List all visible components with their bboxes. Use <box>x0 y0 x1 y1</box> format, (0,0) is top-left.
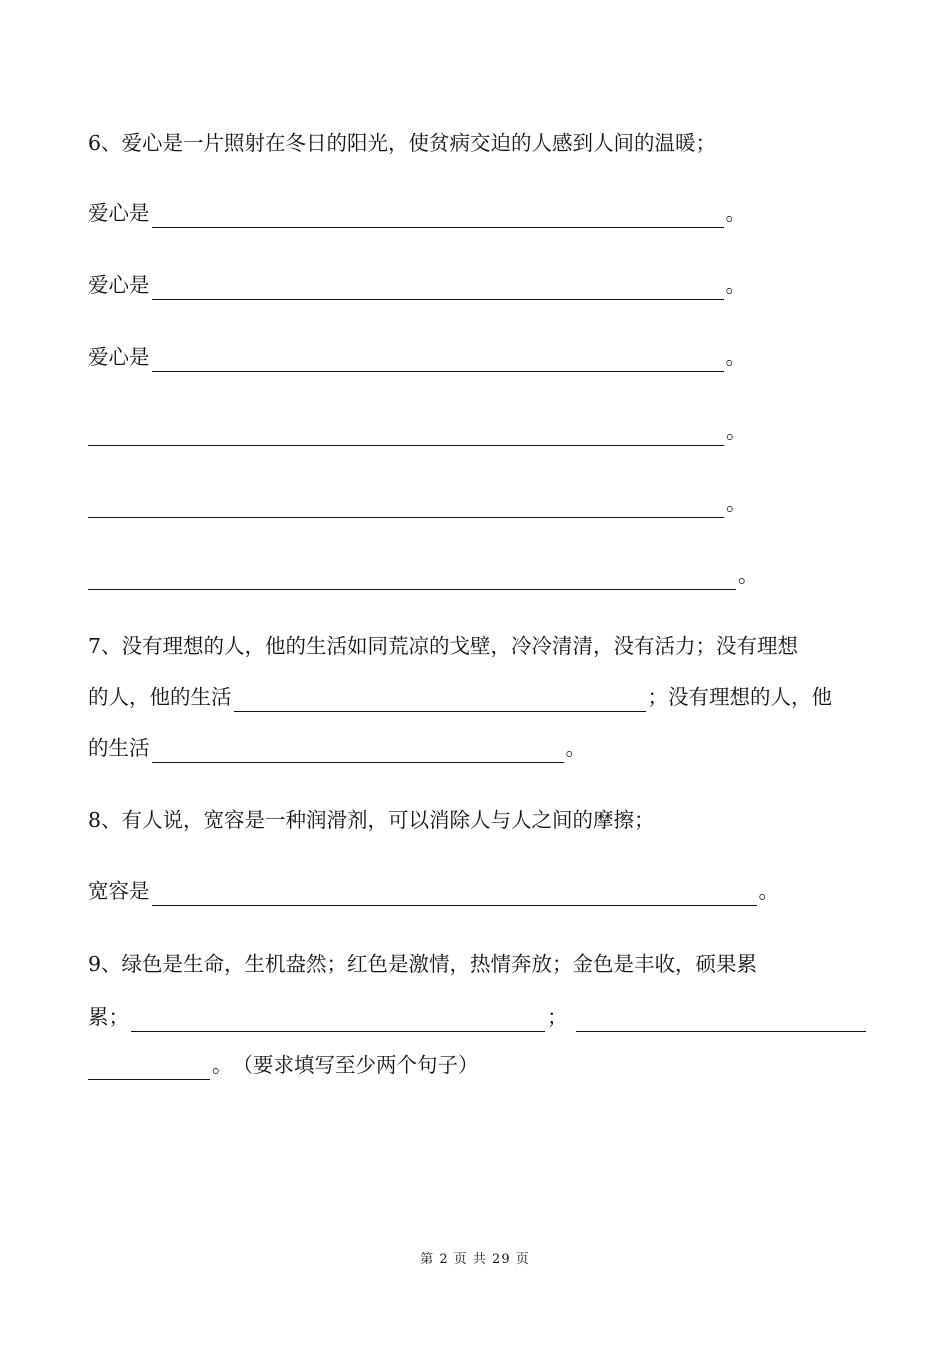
q8-prefix: 宽容是 <box>88 879 150 903</box>
q9-line-2 <box>88 1002 868 1032</box>
q7-line3-a: 的生活 <box>88 736 150 760</box>
q6-blank-4[interactable] <box>88 421 724 446</box>
q9-line1-text: 9、绿色是生命，生机盎然；红色是激情，热情奔放；金色是丰收，硕果累 <box>88 952 758 976</box>
q6-prefix: 爱心是 <box>88 273 150 297</box>
q6-answer-row-6 <box>88 560 759 590</box>
q7-line-3 <box>88 733 586 763</box>
q6-period: 。 <box>725 273 746 297</box>
q6-period: 。 <box>726 419 747 443</box>
q8-answer-row <box>88 876 779 906</box>
q6-blank-1[interactable] <box>152 203 724 228</box>
q6-period: 。 <box>726 491 747 515</box>
q8-blank[interactable] <box>152 881 757 906</box>
q9-line-3 <box>88 1050 479 1080</box>
q6-prompt-text: 6、爱心是一片照射在冬日的阳光，使贫病交迫的人感到人间的温暖； <box>88 131 717 155</box>
q9-line-1 <box>88 949 757 979</box>
q6-period: 。 <box>725 201 746 225</box>
q6-answer-row-3 <box>88 342 746 372</box>
q7-line2-a: 的人，他的生活 <box>88 685 232 709</box>
q8-period: 。 <box>758 879 779 903</box>
q6-blank-3[interactable] <box>152 347 724 372</box>
q7-period: 。 <box>565 736 586 760</box>
q7-line2-b: ；没有理想的人，他 <box>647 685 832 709</box>
q8-prompt <box>88 805 655 835</box>
q6-blank-5[interactable] <box>88 493 724 518</box>
q9-note: （要求填写至少两个句子） <box>232 1053 479 1077</box>
q6-prefix: 爱心是 <box>88 201 150 225</box>
q7-line1-text: 7、没有理想的人，他的生活如同荒凉的戈壁，冷冷清清，没有活力；没有理想 <box>88 634 799 658</box>
q8-prompt-text: 8、有人说，宽容是一种润滑剂，可以消除人与人之间的摩擦； <box>88 808 655 832</box>
q7-line-1 <box>88 631 798 661</box>
q9-blank-2[interactable] <box>576 1007 866 1032</box>
page-footer: 第 2 页 共 29 页 <box>420 1252 530 1267</box>
q6-answer-row-5 <box>88 488 747 518</box>
q9-line2-a: 累； <box>88 1005 129 1029</box>
q6-answer-row-1 <box>88 198 746 228</box>
q6-answer-row-2 <box>88 270 746 300</box>
q6-period: 。 <box>725 345 746 369</box>
q7-line-2 <box>88 682 832 712</box>
q7-blank-2[interactable] <box>152 738 564 763</box>
q6-prompt <box>88 128 716 158</box>
q9-period: 。 <box>212 1053 233 1077</box>
q6-blank-2[interactable] <box>152 275 724 300</box>
q6-answer-row-4 <box>88 416 747 446</box>
q6-prefix: 爱心是 <box>88 345 150 369</box>
q9-line2-b: ； <box>547 1005 568 1029</box>
q7-blank-1[interactable] <box>234 687 646 712</box>
q6-period: 。 <box>738 563 759 587</box>
q9-blank-1[interactable] <box>131 1007 545 1032</box>
q9-blank-3[interactable] <box>88 1055 210 1080</box>
q6-blank-6[interactable] <box>88 565 736 590</box>
